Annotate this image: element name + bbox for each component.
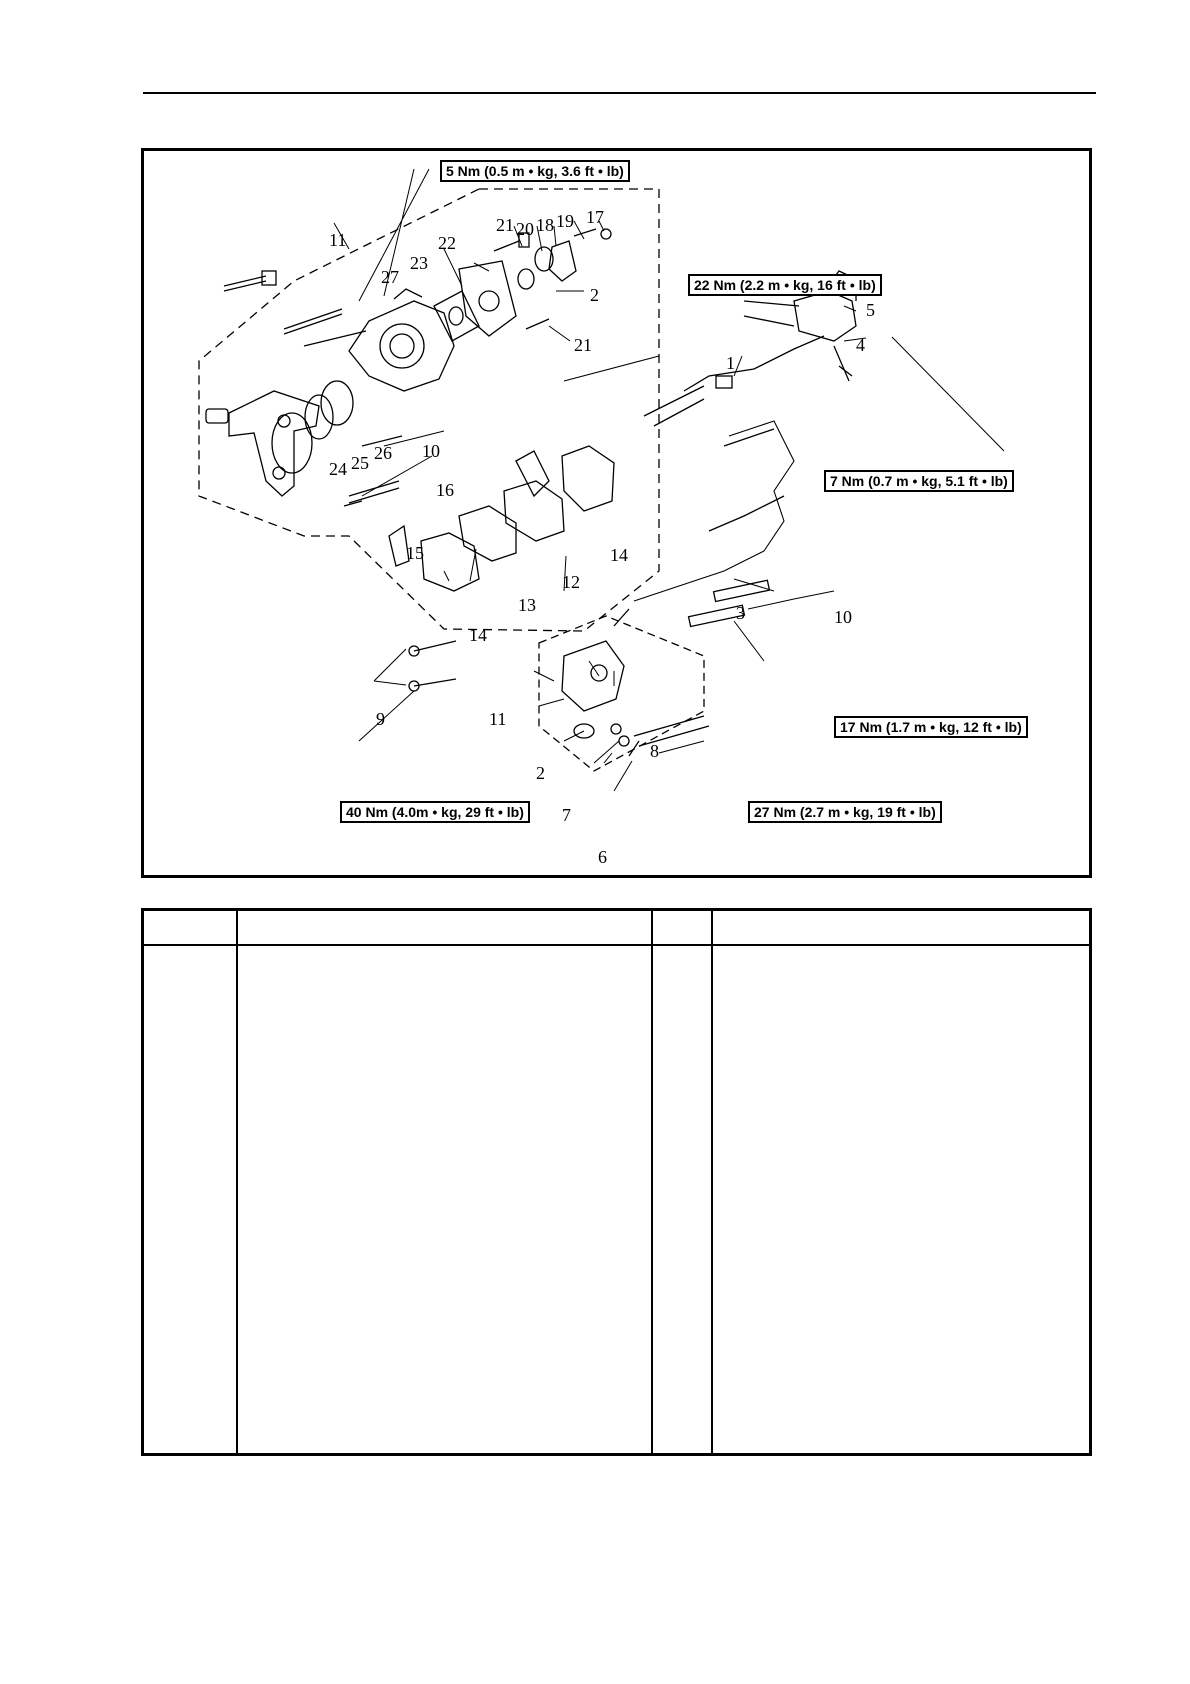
- brake-hose-3: [634, 421, 794, 601]
- callout-20: 20: [516, 219, 534, 239]
- callout-15: 15: [406, 543, 424, 563]
- pad-13: [459, 506, 516, 561]
- callout-18: 18: [536, 215, 554, 235]
- callout-3: 3: [736, 603, 745, 623]
- bolt-21-top: [494, 241, 519, 251]
- callout-1: 1: [726, 353, 735, 373]
- callout-17: 17: [586, 207, 604, 227]
- callout-13: 13: [518, 595, 536, 615]
- bolt-21-bottom: [526, 319, 549, 329]
- bolt-9-upper: [414, 641, 456, 651]
- callout-21-top: 21: [496, 215, 514, 235]
- exploded-diagram-frame: [141, 148, 1092, 878]
- bolt-left-top: [224, 276, 266, 291]
- callout-11-upper: 11: [329, 230, 347, 250]
- callout-27: 27: [381, 267, 399, 287]
- callout-11-lower: 11: [489, 709, 507, 729]
- detail-enclosure: [199, 189, 659, 631]
- table-col-divider-3: [711, 911, 713, 1453]
- gasket: [434, 291, 479, 341]
- torque-label-5nm: 5 Nm (0.5 m • kg, 3.6 ft • lb): [440, 160, 630, 182]
- callout-2-top: 2: [590, 285, 599, 305]
- torque-label-22nm: 22 Nm (2.2 m • kg, 16 ft • lb): [688, 274, 882, 296]
- pad-14-left: [421, 533, 479, 591]
- slide-pin-16: [349, 481, 399, 503]
- master-cylinder: [794, 291, 856, 341]
- callout-14-right: 14: [610, 545, 628, 565]
- callout-14-left: 14: [469, 625, 487, 645]
- torque-label-27nm: 27 Nm (2.7 m • kg, 19 ft • lb): [748, 801, 942, 823]
- callout-19: 19: [556, 211, 574, 231]
- callout-24: 24: [329, 459, 347, 479]
- callout-8: 8: [650, 741, 659, 761]
- header-rule: [143, 92, 1096, 94]
- callout-6: 6: [598, 847, 607, 867]
- callout-10-lower: 10: [834, 607, 852, 627]
- table-col-divider-1: [236, 911, 238, 1453]
- piston: [272, 413, 312, 473]
- callout-9: 9: [376, 709, 385, 729]
- hose-8: [634, 716, 709, 746]
- torque-label-17nm: 17 Nm (1.7 m • kg, 12 ft • lb): [834, 716, 1028, 738]
- callout-26: 26: [374, 443, 392, 463]
- installed-caliper: [562, 641, 624, 711]
- cover-plate: [459, 261, 516, 336]
- slide-pin-10-upper: [714, 580, 770, 601]
- pad-12: [504, 481, 564, 541]
- parts-table: [141, 908, 1092, 1456]
- callout-7: 7: [562, 805, 571, 825]
- brake-caliper-diagram: [144, 151, 1089, 875]
- callout-10-upper: 10: [422, 441, 440, 461]
- table-header-rule: [144, 944, 1089, 946]
- callout-2-lower: 2: [536, 763, 545, 783]
- callout-23: 23: [410, 253, 428, 273]
- torque-label-7nm: 7 Nm (0.7 m • kg, 5.1 ft • lb): [824, 470, 1014, 492]
- hose-lines: [644, 386, 704, 426]
- caliper-bracket: [229, 391, 319, 496]
- dust-seal: [321, 381, 353, 425]
- callout-22: 22: [438, 233, 456, 253]
- bolt-9-lower: [414, 679, 456, 686]
- screw-19: [574, 229, 596, 236]
- callout-16: 16: [436, 480, 454, 500]
- piston-seal: [305, 395, 333, 439]
- pad-14-right: [562, 446, 614, 511]
- callout-12: 12: [562, 572, 580, 592]
- callout-5: 5: [866, 300, 875, 320]
- table-col-divider-2: [651, 911, 653, 1453]
- callout-4: 4: [856, 335, 865, 355]
- callout-25: 25: [351, 453, 369, 473]
- torque-label-40nm: 40 Nm (4.0m • kg, 29 ft • lb): [340, 801, 530, 823]
- hose-1: [684, 336, 824, 391]
- banjo-bolt-6: [629, 741, 639, 756]
- callout-21-bottom: 21: [574, 335, 592, 355]
